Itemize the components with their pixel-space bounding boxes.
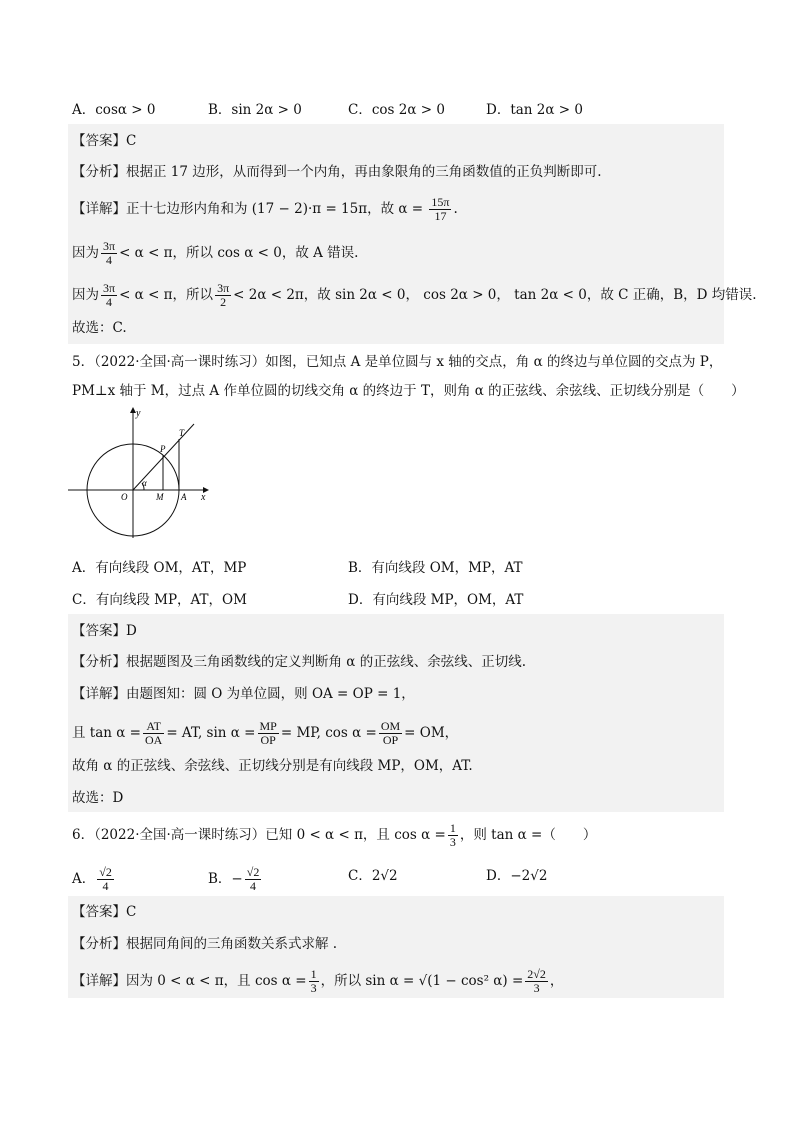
frac-den: 4 xyxy=(106,295,113,309)
frac-num: MP xyxy=(259,719,277,733)
detail-text: < 2α < 2π，故 sin 2α < 0， cos 2α > 0， tan 2α < 0，故 C 正确，B，D 均错误. xyxy=(233,287,757,303)
frac-den: 3 xyxy=(310,981,317,995)
q5-stem-line-1: 5．（2022·全国·高一课时练习）如图，已知点 A 是单位圆与 x 轴的交点，角 α 的终边与单位圆的交点为 P， xyxy=(72,354,723,370)
frac-num: 15π xyxy=(431,195,450,209)
analysis-text: 根据题图及三角函数线的定义判断角 α 的正弦线、余弦线、正切线. xyxy=(126,654,526,670)
analysis-text: 根据同角间的三角函数关系式求解 . xyxy=(126,936,338,952)
detail-tag: 【详解】 xyxy=(72,973,126,989)
label-y: y xyxy=(136,408,141,419)
frac-den: 2 xyxy=(220,295,227,309)
frac-den: 3 xyxy=(533,981,540,995)
detail-tag: 【详解】 xyxy=(72,686,126,702)
q6-detail xyxy=(72,968,563,995)
option-prefix: A． xyxy=(72,871,96,887)
fraction xyxy=(379,720,402,747)
label-x: x xyxy=(201,492,206,503)
fraction xyxy=(101,282,117,309)
fraction xyxy=(245,866,262,893)
fraction xyxy=(448,822,458,849)
q4-detail-3 xyxy=(72,282,757,309)
q6-option-d: D．−2√2 xyxy=(486,868,548,884)
q4-solution-block xyxy=(68,124,724,344)
detail-text: = AT, sin α = xyxy=(166,725,256,741)
frac-num: 3π xyxy=(103,281,116,295)
label-o: O xyxy=(121,492,128,502)
frac-num: 2√2 xyxy=(527,967,546,981)
q4-choose: 故选：C. xyxy=(72,320,127,336)
analysis-text: 根据正 17 边形，从而得到一个内角，再由象限角的三角函数值的正负判断即可. xyxy=(126,164,602,180)
frac-den: OP xyxy=(382,733,399,747)
label-m: M xyxy=(156,492,164,502)
frac-num: 1 xyxy=(310,967,317,981)
q5-option-c: C．有向线段 MP，AT，OM xyxy=(72,592,247,608)
q4-option-b: B．sin 2α > 0 xyxy=(208,102,302,118)
q4-answer xyxy=(72,131,136,151)
q5-option-b: B．有向线段 OM，MP，AT xyxy=(348,560,523,576)
q5-choose: 故选：D xyxy=(72,790,124,806)
detail-text: 由题图知：圆 O 为单位圆，则 OA = OP = 1， xyxy=(126,686,415,702)
label-a: A xyxy=(181,492,187,502)
frac-num: AT xyxy=(143,720,164,734)
q6-option-c: C．2√2 xyxy=(348,868,398,884)
detail-text: ，所以 sin α = √(1 − cos² α) = xyxy=(320,973,524,989)
frac-den: 17 xyxy=(434,209,447,223)
q4-option-c: C．cos 2α > 0 xyxy=(348,102,445,118)
answer-tag: 【答案】 xyxy=(72,133,126,149)
frac-den: OP xyxy=(260,733,276,747)
q5-detail-1 xyxy=(72,684,415,704)
q6-stem xyxy=(72,822,596,849)
frac-den: OA xyxy=(144,733,163,747)
detail-text: ， xyxy=(549,973,564,989)
fraction xyxy=(101,240,117,267)
analysis-tag: 【分析】 xyxy=(72,654,126,670)
detail-text: = MP, cos α = xyxy=(280,725,377,741)
frac-den: 3 xyxy=(449,835,456,849)
stem-text: 6．（2022·全国·高一课时练习）已知 0 < α < π，且 cos α = xyxy=(72,827,446,843)
q6-option-b xyxy=(208,866,263,893)
label-p: P xyxy=(160,444,166,454)
frac-num: √2 xyxy=(99,865,112,879)
detail-text: 因为 xyxy=(72,287,99,303)
q5-option-a: A．有向线段 OM，AT，MP xyxy=(72,560,247,576)
fraction xyxy=(525,968,548,995)
fraction xyxy=(309,968,319,995)
frac-den: 4 xyxy=(106,253,113,267)
frac-num: 1 xyxy=(449,821,456,835)
answer-tag: 【答案】 xyxy=(72,904,126,920)
frac-den: 4 xyxy=(250,879,257,893)
frac-num: OM xyxy=(380,719,401,733)
q5-solution-block xyxy=(68,614,724,812)
q5-detail-2 xyxy=(72,720,458,747)
q4-option-d: D．tan 2α > 0 xyxy=(486,102,583,118)
fraction xyxy=(143,720,164,747)
frac-num: √2 xyxy=(246,865,260,879)
q5-stem-line-2: PM⊥x 轴于 M，过点 A 作单位圆的切线交角 α 的终边于 T，则角 α 的正弦线、余弦线、正切线分别是（ ） xyxy=(72,383,745,399)
fraction xyxy=(258,720,279,747)
q6-analysis xyxy=(72,934,337,954)
answer-value: C xyxy=(126,133,137,149)
frac-den: 4 xyxy=(102,879,109,893)
analysis-tag: 【分析】 xyxy=(72,936,126,952)
detail-tag: 【详解】 xyxy=(72,201,126,217)
label-t: T xyxy=(179,428,185,438)
detail-text: 正十七边形内角和为 (17 − 2)·π = 15π，故 α = xyxy=(126,201,424,217)
unit-circle-figure xyxy=(66,404,216,540)
detail-text: 且 tan α = xyxy=(72,725,141,741)
answer-value: C xyxy=(126,904,137,920)
q5-option-d: D．有向线段 MP，OM，AT xyxy=(348,592,524,608)
detail-text: < α < π，所以 xyxy=(119,287,214,303)
answer-value: D xyxy=(126,623,137,639)
detail-text: < α < π，所以 cos α < 0，故 A 错误. xyxy=(119,245,359,261)
fraction xyxy=(215,282,231,309)
q6-option-a xyxy=(72,866,116,893)
q5-analysis xyxy=(72,652,526,672)
answer-tag: 【答案】 xyxy=(72,623,126,639)
stem-text: ，则 tan α =（ ） xyxy=(459,827,597,843)
q5-detail-3: 故角 α 的正弦线、余弦线、正切线分别是有向线段 MP，OM，AT. xyxy=(72,758,473,774)
detail-text: = OM， xyxy=(404,725,459,741)
label-alpha: α xyxy=(142,478,147,488)
option-prefix: B．− xyxy=(208,871,243,887)
q4-option-a: A．cosα > 0 xyxy=(72,102,156,118)
fraction xyxy=(97,866,114,893)
detail-text: 因为 xyxy=(72,245,99,261)
fraction xyxy=(429,196,451,223)
frac-num: 3π xyxy=(103,239,116,253)
q4-detail-2 xyxy=(72,240,358,267)
q4-analysis xyxy=(72,162,602,182)
frac-num: 3π xyxy=(217,281,230,295)
q6-answer xyxy=(72,902,136,922)
analysis-tag: 【分析】 xyxy=(72,164,126,180)
q5-answer xyxy=(72,621,137,641)
q4-detail-1: 【详解】正十七边形内角和为 (17 − 2)·π = 15π，故 α = $\frac{15\pi}{17}$ . xyxy=(72,195,458,223)
detail-text: 因为 0 < α < π，且 cos α = xyxy=(126,973,307,989)
